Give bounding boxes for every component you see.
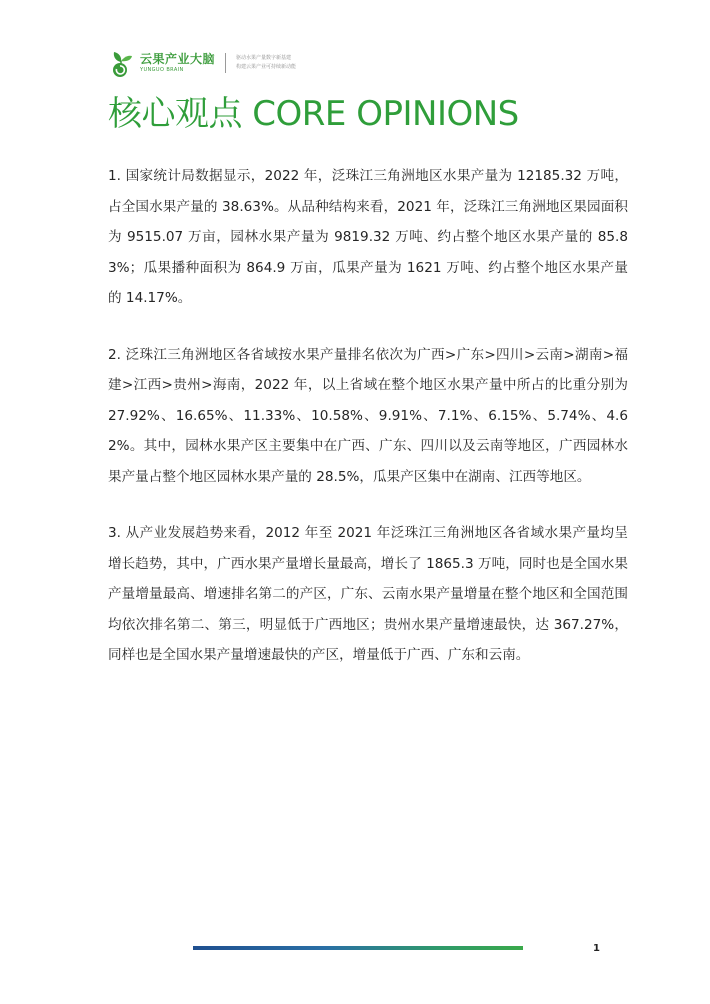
slogan-block bbox=[236, 54, 296, 72]
opinions-body bbox=[108, 161, 628, 697]
opinion-paragraph-1: 1. 国家统计局数据显示，2022 年，泛珠江三角洲地区水果产量为 12185.32 万吨，占全国水果产量的 38.63%。从品种结构来看，2021 年，泛珠江三角洲地区果园面积为 9515.07 万亩，园林水果产量为 9819.32 万吨、约占整个地区水果产量的 85.83%；瓜果播种面积为 864.9 万亩，瓜果产量为 1621 万吨、约占整个地区水果产量的 14.17%。 bbox=[108, 168, 628, 306]
slogan-line-1: 驱动水果产量数字新基建 bbox=[236, 55, 292, 61]
opinion-paragraph-3: 3. 从产业发展趋势来看，2012 年至 2021 年泛珠江三角洲地区各省域水果产量均呈增长趋势，其中，广西水果产量增长量最高，增长了 1865.3 万吨，同时也是全国水果产量增量最高、增速排名第二的产区，广东、云南水果产量增量在整个地区和全国范围均依次排名第二、第三，明显低于广西地区；贵州水果产量增速最快，达 367.27%，同样也是全国水果产量增速最快的产区，增量低于广西、广东和云南。 bbox=[108, 525, 628, 663]
slogan-line-2: 构建云果产业可持续新动能 bbox=[236, 64, 297, 70]
sprout-logo-icon bbox=[108, 48, 134, 78]
opinion-paragraph-2: 2. 泛珠江三角洲地区各省域按水果产量排名依次为广西>广东>四川>云南>湖南>福建>江西>贵州>海南，2022 年，以上省域在整个地区水果产量中所占的比重分别为 27.92%、16.65%、11.33%、10.58%、9.91%、7.1%、6.15%、5.74%、4.62%。其中，园林水果产区主要集中在广西、广东、四川以及云南等地区，广西园林水果产量占整个地区园林水果产量的 28.5%，瓜果产区集中在湖南、江西等地区。 bbox=[108, 346, 628, 485]
page-title: 核心观点 CORE OPINIONS bbox=[108, 94, 519, 134]
footer-gradient-line bbox=[193, 946, 523, 950]
brand-english-name: YUNGUO BRAIN bbox=[140, 67, 184, 73]
brand-block bbox=[140, 52, 215, 74]
page-header bbox=[108, 48, 296, 78]
header-divider bbox=[225, 53, 226, 73]
brand-name: 云果产业大脑 bbox=[140, 52, 216, 66]
page-number: 1 bbox=[593, 943, 600, 954]
